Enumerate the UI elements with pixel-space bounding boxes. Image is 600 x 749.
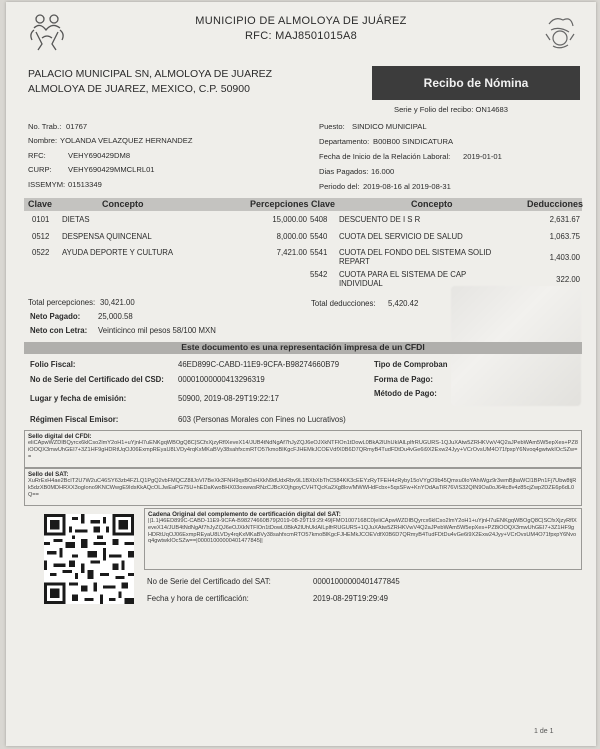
fecha-inicio-value: 2019-01-01 bbox=[463, 152, 502, 161]
page-number: 1 de 1 bbox=[534, 728, 554, 735]
issemym-value: 01513349 bbox=[68, 180, 102, 189]
sello-sat-box bbox=[24, 468, 582, 506]
ded-row-concepto: DESCUENTO DE I S R bbox=[339, 215, 421, 224]
address-line-1: PALACIO MUNICIPAL SN, ALMOLOYA DE JUAREZ bbox=[28, 68, 273, 80]
lugar-fecha-label: Lugar y fecha de emisión: bbox=[30, 394, 127, 403]
periodo-label: Periodo del: bbox=[319, 182, 360, 191]
ded-row-clave: 5540 bbox=[310, 232, 328, 241]
folio-fiscal-label: Folio Fiscal: bbox=[30, 360, 76, 369]
no-serie-csd-value: 00001000000413296319 bbox=[178, 375, 265, 384]
rfc-value: VEHY690429DM8 bbox=[68, 151, 131, 160]
no-trab-label: No. Trab.: bbox=[28, 122, 62, 131]
fecha-cert-value: 2019-08-29T19:29:49 bbox=[313, 594, 388, 603]
lugar-fecha-value: 50900, 2019-08-29T19:22:17 bbox=[178, 394, 280, 403]
perc-row-importe: 8,000.00 bbox=[276, 232, 307, 241]
perc-row-clave: 0522 bbox=[32, 248, 50, 257]
no-serie-sat-value: 00001000000401477845 bbox=[313, 577, 400, 586]
perc-row-importe: 15,000.00 bbox=[272, 215, 307, 224]
col-concepto: Concepto bbox=[102, 199, 144, 209]
sello-sat-label: Sello del SAT: bbox=[28, 471, 69, 478]
total-percepciones-value: 30,421.00 bbox=[100, 298, 135, 307]
neto-pagado-value: 25,000.58 bbox=[98, 312, 133, 321]
ded-row-importe: 1,403.00 bbox=[549, 253, 580, 262]
sello-sat-text: XuRrExH4ae2BcIT2U7W2uC46SY63zb4FZLQ1PgQ2vbFMQCZ8llJoVI7BeXk3FNH9qxBOsHXkN9dUdxRbv9L1BXbXbThC584KK3cEEYzRyTFEH4zRyby15oVYgO9b45Qmxu0IoYAhiWgz9r3wmBjbaWCl1BPn1Fj7Ubw8tjRk5dzXB0MDHRXX3ogIono9KNCWwgE9IdsKkAQcOLJwEaPG75U+hEDaKwoBHX03oxwwsRNzCJBcXOjhgoyCVHTQcKa2Xg8lov/MWWHdFcbx+5qsSFw+KnYOdAaTiR76ViS32QIN9Oa0oJ64tc8v4z85cjZwp2DZE6p6dL0Q== bbox=[28, 478, 577, 498]
col-clave-2: Clave bbox=[311, 199, 336, 209]
cfdi-banner: Este documento es una representación impresa de un CFDI bbox=[181, 342, 425, 352]
neto-pagado-label: Neto Pagado: bbox=[30, 312, 81, 321]
no-serie-sat-label: No de Serie del Certificado del SAT: bbox=[147, 577, 271, 586]
col-percepciones: Percepciones bbox=[250, 199, 309, 209]
ded-row-clave: 5542 bbox=[310, 270, 328, 279]
address-line-2: ALMOLOYA DE JUAREZ, MEXICO, C.P. 50900 bbox=[28, 83, 250, 95]
ded-row-importe: 322.00 bbox=[556, 275, 580, 284]
qr-code-icon bbox=[44, 514, 134, 604]
ded-row-clave: 5541 bbox=[310, 248, 328, 257]
nombre-label: Nombre: bbox=[28, 136, 58, 145]
ded-row-concepto: CUOTA PARA EL SISTEMA DE CAP INDIVIDUAL bbox=[339, 270, 467, 288]
curp-label: CURP: bbox=[28, 165, 52, 174]
total-percepciones-label: Total percepciones: bbox=[28, 298, 96, 307]
tipo-comprobante-label: Tipo de Comproban bbox=[374, 360, 448, 369]
sello-cfdi-box bbox=[24, 430, 582, 468]
issuer-rfc: RFC: MAJ8501015A8 bbox=[244, 30, 358, 42]
neto-letra-value: Veinticinco mil pesos 58/100 MXN bbox=[98, 326, 216, 335]
dias-pagados-value: 16.000 bbox=[371, 167, 395, 176]
folio-fiscal-value: 46ED899C-CABD-11E9-9CFA-B98274660B79 bbox=[178, 360, 340, 369]
municipio-name: MUNICIPIO DE ALMOLOYA DE JUÁREZ bbox=[195, 15, 407, 27]
perc-row-clave: 0512 bbox=[32, 232, 50, 241]
perc-row-concepto: DIETAS bbox=[62, 215, 90, 224]
no-trab-value: 01767 bbox=[66, 122, 88, 131]
col-concepto-2: Concepto bbox=[411, 199, 453, 209]
metodo-pago-label: Método de Pago: bbox=[374, 389, 437, 398]
ded-row-importe: 1,063.75 bbox=[549, 232, 580, 241]
departamento-value: B00B00 SINDICATURA bbox=[373, 137, 454, 146]
periodo-value: 2019-08-16 al 2019-08-31 bbox=[363, 182, 451, 191]
regimen-label: Régimen Fiscal Emisor: bbox=[30, 415, 119, 424]
curp-value: VEHY690429MMCLRL01 bbox=[68, 165, 155, 174]
fecha-inicio-label: Fecha de Inicio de la Relación Laboral: bbox=[319, 152, 451, 161]
total-deducciones-label: Total deducciones: bbox=[311, 299, 376, 308]
departamento-label: Departamento: bbox=[319, 137, 370, 146]
document-title: Recibo de Nómina bbox=[372, 66, 580, 100]
ded-row-concepto: CUOTA DEL SERVICIO DE SALUD bbox=[339, 232, 463, 241]
no-serie-csd-label: No de Serie del Certificado del CSD: bbox=[30, 375, 164, 384]
col-clave: Clave bbox=[28, 199, 53, 209]
dias-pagados-label: Dias Pagados: bbox=[319, 167, 369, 176]
neto-letra-label: Neto con Letra: bbox=[30, 326, 88, 335]
fecha-cert-label: Fecha y hora de certificación: bbox=[147, 594, 249, 603]
forma-pago-label: Forma de Pago: bbox=[374, 375, 433, 384]
serie-folio: Serie y Folio del recibo: ON14683 bbox=[394, 105, 508, 114]
perc-row-concepto: DESPENSA QUINCENAL bbox=[62, 232, 152, 241]
issemym-label: ISSEMYM: bbox=[28, 180, 66, 189]
perc-row-importe: 7,421.00 bbox=[276, 248, 307, 257]
total-deducciones-value: 5,420.42 bbox=[388, 299, 419, 308]
cadena-label: Cadena Original del complemento de certificación digital del SAT: bbox=[148, 511, 341, 518]
ded-row-concepto: CUOTA DEL FONDO DEL SISTEMA SOLID REPART bbox=[339, 248, 492, 266]
perc-row-clave: 0101 bbox=[32, 215, 50, 224]
ded-row-importe: 2,631.67 bbox=[549, 215, 580, 224]
nombre-value: YOLANDA VELAZQUEZ HERNANDEZ bbox=[60, 136, 193, 145]
puesto-label: Puesto: bbox=[319, 122, 345, 131]
regimen-value: 603 (Personas Morales con Fines no Lucrativos) bbox=[178, 415, 346, 424]
receipt-page bbox=[6, 2, 596, 746]
ded-row-clave: 5408 bbox=[310, 215, 328, 224]
col-deducciones: Deducciones bbox=[527, 199, 584, 209]
cadena-text: ||1.1|46ED899C-CABD-11E9-9CFA-B98274660B79|2019-08-29T19:29:49|FMO1007168C0|eliCApwWZDIBQyrcx6klCso2lmY2oH1+uYjnH7uENKgqWBOgQ8C|SCfxXjzyRflXeveX14/JUB4tNdNgAf7hJyZQJ6eOJXkNTFlOn1tDowL0BkA2lUhUkIAlLplfrRUGURS+1QJuXAtw5ZRHKVwV4Q2aJPebWAm5W5epXes+PZ8iOOQX3mwUhGEI7+3Z1HF9gHDRtUqOJ06ExmpREyaU8LVDy4rqKxMKaBVy38sahfxcmRTO57kmoBlKgcFJHEMkJCOEVdfX0B6D7QRmyB4TudFDtDu4vGe6i9X2Exw24Jyy+VCrOvsUM4O71fpxpY6Nvoq4gwtwkIOcSZw==|00001000000401477845|| bbox=[148, 518, 577, 545]
rfc-label: RFC: bbox=[28, 151, 46, 160]
puesto-value: SINDICO MUNICIPAL bbox=[352, 122, 427, 131]
sello-cfdi-text: eliCApwWZDIBQyrcx6klCso2lmY2oH1+uYjnH7uENKgqWBOgQ8C|SCfxXjzyRflXeveX14/JUB4tNdNgAf7hJyZQJ6eOJXkNTFlOn1tDowL0BkA2lUhUkIAlLplfrRUGURS-1QJuXAtw5ZRHKVwV4Q2aJPebWAm5W5epXes+PZ8iOOQX3mwUhGEI7+3Z1HF9gHDRtUqOJ06ExmpREyaU8LVDy4rqKxMKaBVy38sahfxcmRTO57kmoBlKgcFJHEMkJCOEVdfX0B6D7QRmyB4TudFDtDu4vGe6i9X2Exw24Jyy+VCrOvsUM4O71fpxpY6Nvoq4gwtwkIOcSZw== bbox=[28, 440, 578, 460]
sello-cfdi-label: Sello digital del CFDI: bbox=[28, 433, 92, 440]
cadena-original-box bbox=[144, 508, 582, 570]
perc-row-concepto: AYUDA DEPORTE Y CULTURA bbox=[62, 248, 174, 257]
